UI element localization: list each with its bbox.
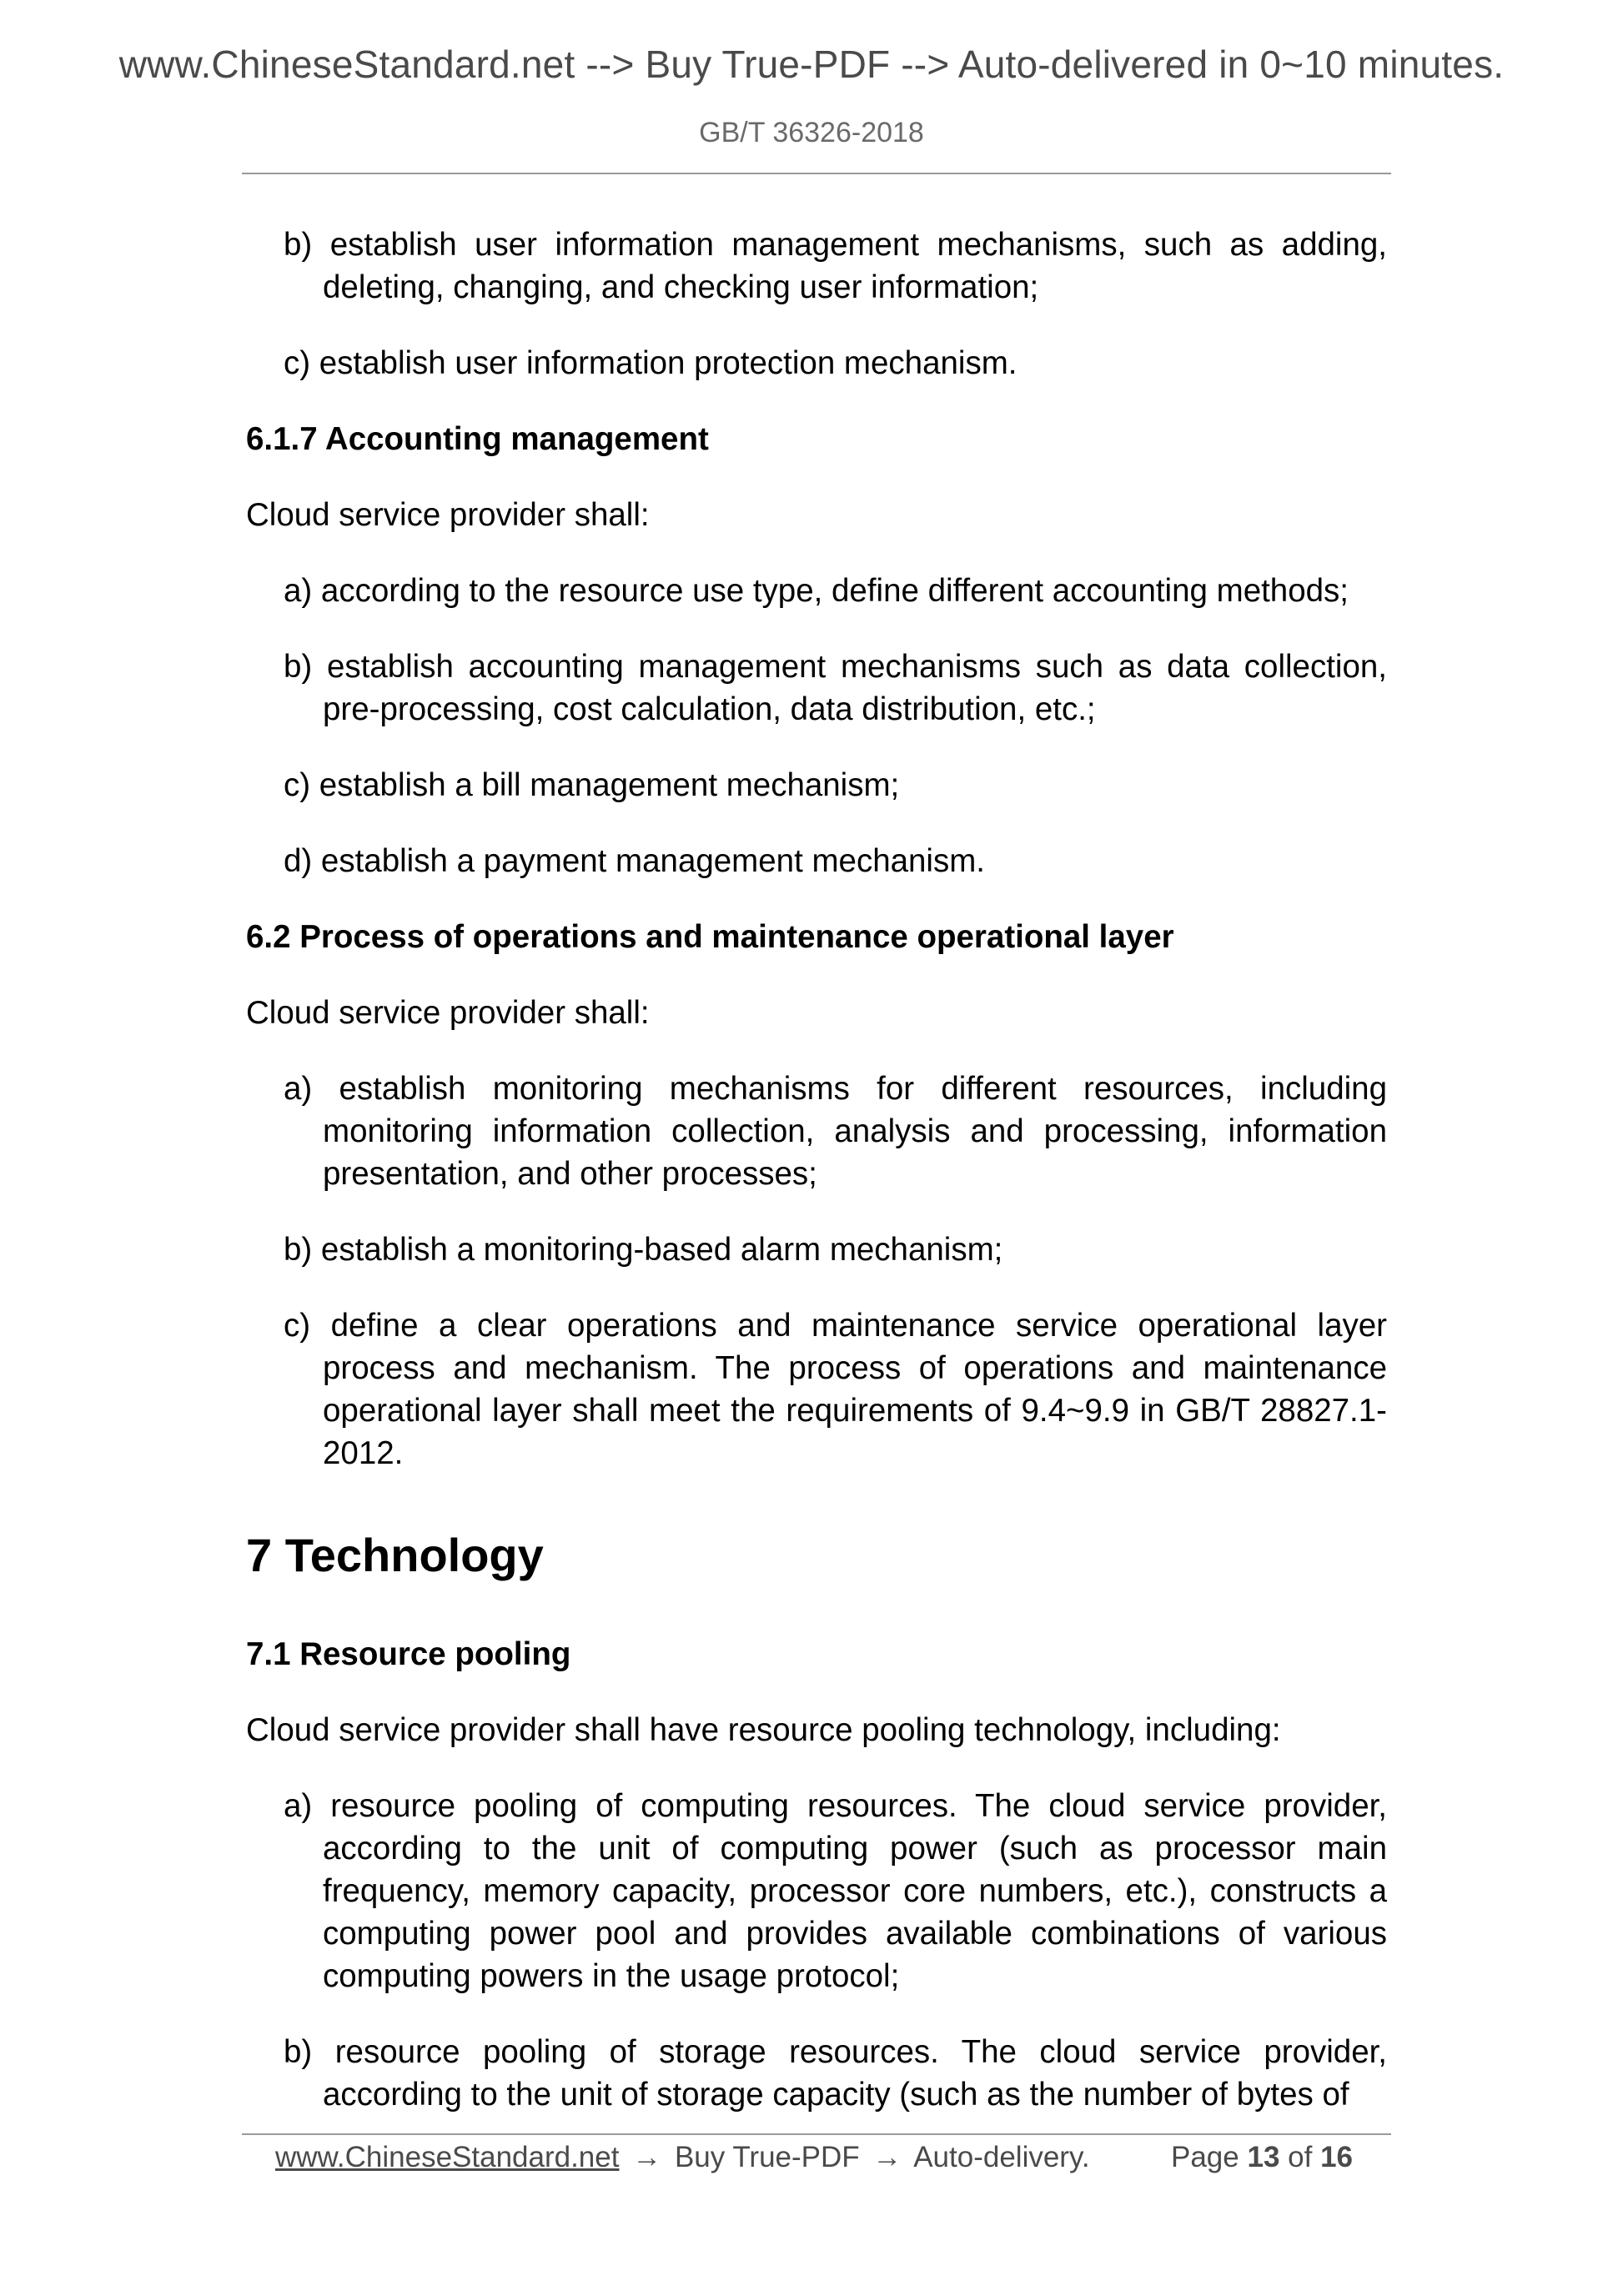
page-number bbox=[1171, 2137, 1353, 2178]
list-item: a) resource pooling of computing resources. The cloud service provider, according to the unit of computing power (such as processor main frequency, memory capacity, processor core numbers, etc.), constructs a computing power pool and provides available combinations of various computing powers in the usage protocol; bbox=[284, 1788, 1387, 1994]
list-item: c) establish user information protection mechanism. bbox=[284, 345, 1018, 381]
list-item: a) according to the resource use type, define different accounting methods; bbox=[284, 573, 1349, 609]
chapter-heading-7: 7 Technology bbox=[246, 1529, 544, 1581]
of-label: of bbox=[1288, 2141, 1313, 2173]
list-item: b) establish user information management mechanisms, such as adding, deleting, changing, and checking user information; bbox=[284, 227, 1387, 305]
section-heading-7-1: 7.1 Resource pooling bbox=[246, 1636, 571, 1672]
page-footer bbox=[275, 2137, 1393, 2178]
current-page: 13 bbox=[1247, 2141, 1280, 2173]
list-item: b) establish a monitoring-based alarm mechanism; bbox=[284, 1232, 1003, 1268]
footer-site-link[interactable]: www.ChineseStandard.net bbox=[275, 2141, 620, 2173]
list-item: c) establish a bill management mechanism; bbox=[284, 767, 900, 803]
paragraph: Cloud service provider shall: bbox=[246, 995, 650, 1031]
paragraph: Cloud service provider shall have resource pooling technology, including: bbox=[246, 1712, 1281, 1748]
section-heading-6-1-7: 6.1.7 Accounting management bbox=[246, 421, 709, 457]
top-banner: www.ChineseStandard.net --> Buy True-PDF --> Auto-delivered in 0~10 minutes. bbox=[118, 43, 1505, 86]
paragraph: Cloud service provider shall: bbox=[246, 497, 650, 533]
section-heading-6-2: 6.2 Process of operations and maintenance operational layer bbox=[246, 919, 1174, 955]
footer-buy-text: Buy True-PDF bbox=[674, 2141, 860, 2173]
document-body bbox=[246, 224, 1387, 2116]
arrow-right-icon: → bbox=[872, 2141, 902, 2173]
page-label: Page bbox=[1171, 2141, 1239, 2173]
standard-code: GB/T 36326-2018 bbox=[699, 117, 924, 148]
total-pages: 16 bbox=[1320, 2141, 1354, 2173]
list-item: b) resource pooling of storage resources. The cloud service provider, according to the unit of storage capacity (such as the number of bytes of bbox=[284, 2034, 1387, 2113]
footer-promo bbox=[275, 2137, 1090, 2178]
footer-divider bbox=[242, 2133, 1391, 2135]
footer-delivery-text: Auto-delivery. bbox=[913, 2141, 1090, 2173]
list-item: a) establish monitoring mechanisms for different resources, including monitoring information collection, analysis and processing, information presentation, and other processes; bbox=[284, 1071, 1387, 1192]
list-item: b) establish accounting management mechanisms such as data collection, pre-processing, cost calculation, data distribution, etc.; bbox=[284, 649, 1387, 727]
arrow-right-icon: → bbox=[632, 2141, 662, 2173]
list-item: d) establish a payment management mechanism. bbox=[284, 843, 986, 879]
header-divider bbox=[242, 173, 1391, 174]
list-item: c) define a clear operations and maintenance service operational layer process and mechanism. The process of operations and maintenance operational layer shall meet the requirements of 9.4~9.9 in GB/T 28827.1-2012. bbox=[284, 1308, 1387, 1471]
